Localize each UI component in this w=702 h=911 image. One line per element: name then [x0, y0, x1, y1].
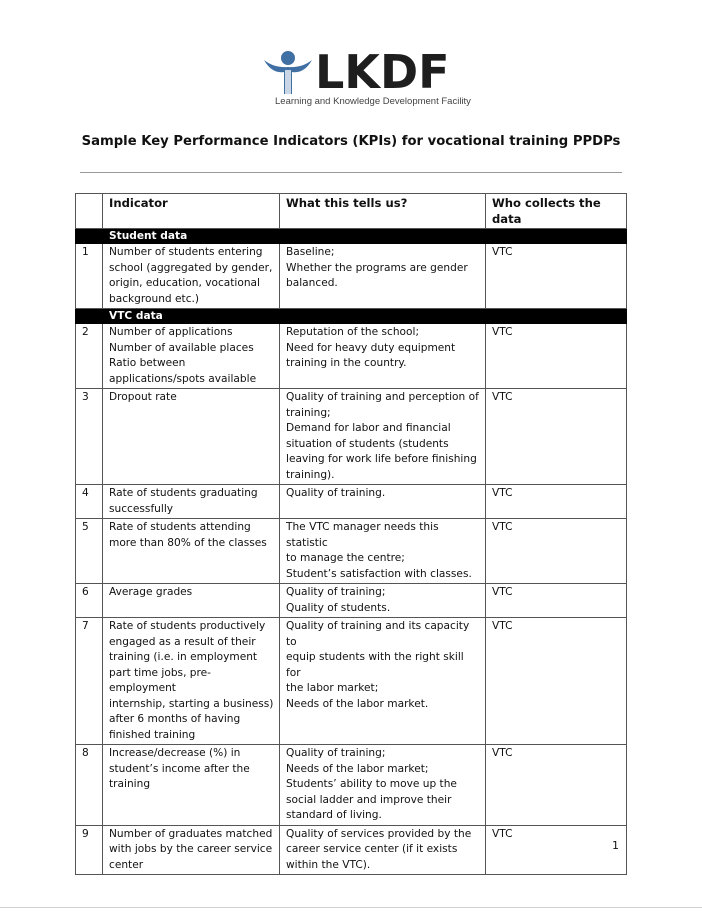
row-number: 1 [76, 244, 103, 309]
page-number: 1 [612, 839, 619, 852]
table-row [76, 389, 627, 485]
what-this-tells-us-cell [280, 244, 486, 309]
cell-text-line: engaged as a result of their [109, 635, 256, 648]
cell-text-line: Quality of students. [286, 601, 391, 614]
table-row [76, 244, 627, 309]
indicator-cell [103, 519, 280, 584]
section-label: Student data [103, 229, 280, 244]
section-blank-cell [486, 309, 627, 324]
cell-text-line: within the VTC). [286, 858, 371, 871]
row-number: 2 [76, 324, 103, 389]
what-this-tells-us-cell [280, 618, 486, 745]
cell-text-line: the labor market; [286, 682, 379, 694]
cell-text-line: Quality of training; [286, 586, 386, 598]
cell-text-line: Quality of training and perception of [286, 391, 479, 403]
cell-text-line: Number of available places [109, 341, 254, 354]
what-this-tells-us-cell [280, 485, 486, 519]
person-figure-icon [262, 50, 314, 98]
cell-text-line: Average grades [109, 586, 193, 598]
cell-text-line: training [109, 778, 151, 790]
table-row [76, 618, 627, 745]
indicator-cell [103, 389, 280, 485]
cell-text-line: student’s income after the [109, 762, 250, 775]
cell-text-line: Dropout rate [109, 391, 177, 403]
cell-text-line: training; [286, 406, 331, 419]
section-number-cell [76, 309, 103, 324]
cell-text-line: with jobs by the career service [109, 843, 273, 855]
what-this-tells-us-cell [280, 519, 486, 584]
cell-text-line: Reputation of the school; [286, 326, 420, 338]
section-row-vtc-data [76, 309, 627, 324]
row-number: 4 [76, 485, 103, 519]
section-number-cell [76, 229, 103, 244]
cell-text-line: Quality of training. [286, 487, 386, 499]
cell-text-line: Quality of training; [286, 747, 386, 759]
indicator-cell [103, 324, 280, 389]
logo-wordmark: LKDF [315, 45, 450, 99]
header-number [76, 194, 103, 229]
kpi-table-body [76, 229, 627, 875]
cell-text-line: origin, education, vocational [109, 277, 260, 289]
what-this-tells-us-cell [280, 324, 486, 389]
cell-text-line: after 6 months of having [109, 713, 241, 725]
cell-text-line: Baseline; [286, 246, 335, 258]
table-row [76, 324, 627, 389]
cell-text-line: Rate of students productively [109, 620, 266, 632]
cell-text-line: successfully [109, 502, 174, 515]
cell-text-line: background etc.) [109, 292, 200, 305]
collector-cell: VTC [486, 519, 627, 584]
cell-text-line: school (aggregated by gender, [109, 261, 273, 274]
cell-text-line: Needs of the labor market. [286, 697, 429, 710]
section-blank-cell [486, 229, 627, 244]
section-label: VTC data [103, 309, 280, 324]
indicator-cell [103, 825, 280, 875]
section-blank-cell [280, 309, 486, 324]
cell-text-line: leaving for work life before finishing [286, 453, 477, 465]
row-number: 8 [76, 745, 103, 826]
logo-tagline: Learning and Knowledge Development Facility [275, 96, 471, 107]
row-number: 5 [76, 519, 103, 584]
cell-text-line: training (i.e. in employment [109, 651, 258, 663]
table-row [76, 519, 627, 584]
row-number: 6 [76, 584, 103, 618]
collector-cell: VTC [486, 244, 627, 309]
row-number: 7 [76, 618, 103, 745]
header-what-this-tells-us: What this tells us? [280, 194, 486, 229]
cell-text-line: more than 80% of the classes [109, 536, 267, 549]
what-this-tells-us-cell [280, 745, 486, 826]
indicator-cell [103, 584, 280, 618]
cell-text-line: The VTC manager needs this statistic [286, 521, 442, 549]
cell-text-line: career service center (if it exists [286, 843, 458, 855]
document-title: Sample Key Performance Indicators (KPIs) for vocational training PPDPs [81, 134, 621, 149]
cell-text-line: standard of living. [286, 809, 382, 821]
cell-text-line: training). [286, 468, 335, 481]
cell-text-line: training in the country. [286, 357, 407, 369]
collector-cell: VTC [486, 745, 627, 826]
cell-text-line: Need for heavy duty equipment [286, 341, 456, 354]
cell-text-line: Number of graduates matched [109, 827, 273, 840]
what-this-tells-us-cell [280, 389, 486, 485]
cell-text-line: finished training [109, 728, 196, 741]
cell-text-line: Students’ ability to move up the [286, 778, 457, 790]
table-row [76, 745, 627, 826]
cell-text-line: Ratio between [109, 357, 186, 369]
collector-cell: VTC [486, 389, 627, 485]
collector-cell: VTC [486, 324, 627, 389]
cell-text-line: balanced. [286, 277, 338, 289]
row-number: 3 [76, 389, 103, 485]
kpi-table [75, 193, 627, 875]
cell-text-line: Student’s satisfaction with classes. [286, 567, 472, 580]
table-row [76, 485, 627, 519]
cell-text-line: applications/spots available [109, 372, 257, 385]
cell-text-line: center [109, 858, 144, 871]
title-divider [80, 172, 622, 173]
cell-text-line: Demand for labor and financial [286, 422, 451, 434]
collector-cell: VTC [486, 485, 627, 519]
indicator-cell [103, 618, 280, 745]
cell-text-line: social ladder and improve their [286, 793, 452, 806]
table-row [76, 584, 627, 618]
cell-text-line: Rate of students attending [109, 521, 251, 533]
cell-text-line: Number of students entering [109, 246, 263, 258]
cell-text-line: to manage the centre; [286, 552, 405, 564]
row-number: 9 [76, 825, 103, 875]
header-who-collects: Who collects the data [486, 194, 627, 229]
table-row [76, 825, 627, 875]
cell-text-line: Increase/decrease (%) in [109, 747, 241, 759]
collector-cell: VTC [486, 618, 627, 745]
section-row-student-data [76, 229, 627, 244]
table-header-row [76, 194, 627, 229]
cell-text-line: Needs of the labor market; [286, 762, 429, 775]
cell-text-line: equip students with the right skill for [286, 651, 468, 679]
section-blank-cell [280, 229, 486, 244]
collector-cell: VTC [486, 825, 627, 875]
cell-text-line: situation of students (students [286, 437, 449, 450]
indicator-cell [103, 244, 280, 309]
cell-text-line: Rate of students graduating [109, 487, 258, 499]
what-this-tells-us-cell [280, 584, 486, 618]
header-indicator: Indicator [103, 194, 280, 229]
cell-text-line: part time jobs, pre-employment [109, 666, 211, 694]
cell-text-line: Quality of services provided by the [286, 827, 472, 840]
cell-text-line: internship, starting a business) [109, 697, 274, 710]
lkdf-logo [262, 45, 472, 114]
page-bottom-edge [0, 907, 702, 908]
cell-text-line: Quality of training and its capacity to [286, 620, 473, 648]
what-this-tells-us-cell [280, 825, 486, 875]
cell-text-line: Number of applications [109, 326, 233, 338]
cell-text-line: Whether the programs are gender [286, 261, 468, 274]
collector-cell: VTC [486, 584, 627, 618]
indicator-cell [103, 485, 280, 519]
indicator-cell [103, 745, 280, 826]
